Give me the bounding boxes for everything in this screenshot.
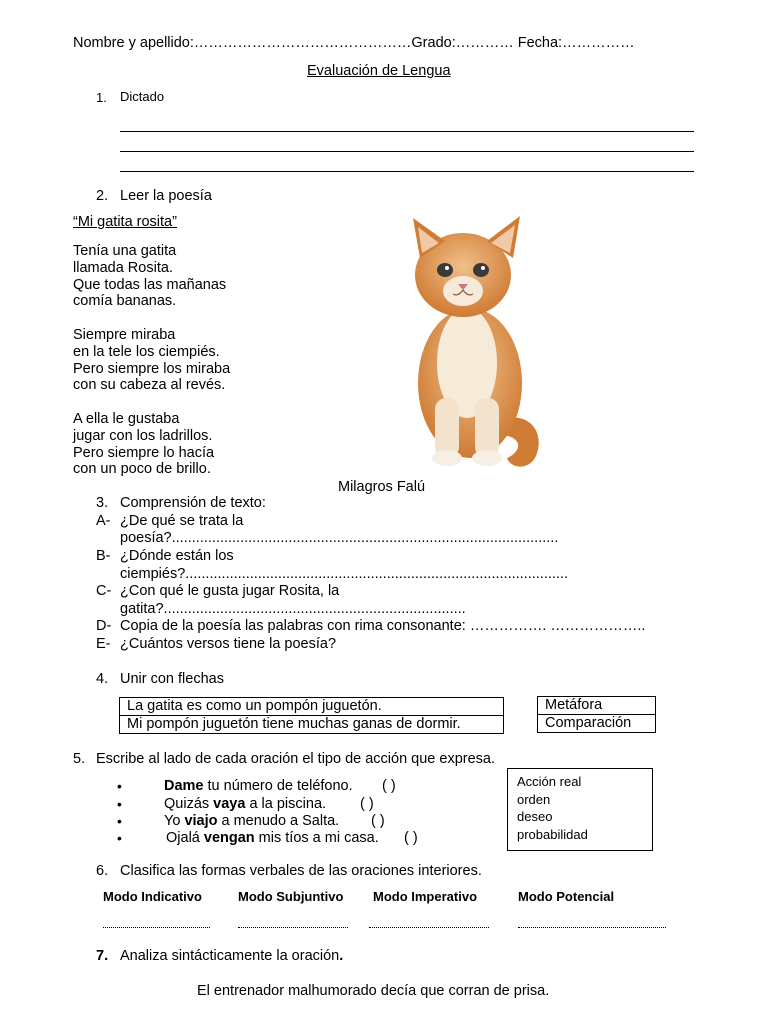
sentence-text: mis tíos a mi casa. [254,830,379,846]
question-letter: E- [96,636,111,652]
section5-label: Escribe al lado de cada oración el tipo de acción que expresa. [96,751,496,767]
answer-dotted-line [369,927,489,928]
column-header: Modo Potencial [518,889,615,904]
question-b: ¿Dónde están los [120,548,234,564]
question-letter: B- [96,548,111,564]
poem-verse: jugar con los ladrillos. [73,427,213,444]
poem-verse: con su cabeza al revés. [73,377,226,394]
poem-verse: comía bananas. [73,293,177,310]
dictation-line [120,151,694,152]
section2-number: 2. [96,188,109,204]
section2-label: Leer la poesía [120,188,212,204]
question-d: Copia de la poesía las palabras con rima consonante: ……………. ……………….. [120,618,646,634]
answer-line-c: gatita?........................................................................... [120,601,466,617]
section3-number: 3. [96,495,109,511]
column-header: Modo Imperativo [373,889,478,904]
dictation-line [120,171,694,172]
section7-number: 7. [96,948,109,964]
verb: vaya [213,796,246,812]
poem-verse: Siempre miraba [73,327,176,343]
question-e: ¿Cuántos versos tiene la poesía? [120,636,337,652]
options-box [507,768,653,851]
section4-number: 4. [96,671,109,687]
bullet: • [117,813,122,829]
poem-title: “Mi gatita rosita” [73,214,177,230]
poem-stanza-3 [73,411,214,478]
column-header: Modo Subjuntivo [238,889,344,904]
page-title: Evaluación de Lengua [307,63,451,79]
answer-blank: ( ) [404,830,418,846]
poem-verse: con un poco de brillo. [73,461,211,478]
sentence-1 [164,778,353,794]
question-letter: C- [96,583,112,599]
section3-label: Comprensión de texto: [120,495,266,511]
analysis-sentence: El entrenador malhumorado decía que corran de prisa. [197,983,550,999]
poem-verse: Pero siempre lo hacía [73,444,215,461]
sentence-text: Ojalá [166,830,204,846]
question-c: ¿Con qué le gusta jugar Rosita, la [120,583,340,599]
answer-blank: ( ) [371,813,385,829]
option-item: probabilidad [517,826,588,842]
question-letter: A- [96,513,111,529]
match-right-item: Comparación [537,714,656,733]
poem-verse: Tenía una gatita [73,243,177,259]
poem-verse: Que todas las mañanas [73,276,227,293]
kitten-image [395,213,550,473]
poem-stanza-2 [73,327,230,394]
section7-text: Analiza sintácticamente la oración [120,948,340,964]
option-item: Acción real [517,774,582,789]
answer-blank: ( ) [382,778,396,794]
answer-dotted-line [103,927,210,928]
option-item: orden [517,791,551,807]
section7-period: . [339,948,344,964]
answer-blank: ( ) [360,796,374,812]
option-item: deseo [517,809,553,824]
match-left-item: La gatita es como un pompón juguetón. [119,697,504,716]
match-left-item: Mi pompón juguetón tiene muchas ganas de dormir. [119,715,504,734]
poem-author: Milagros Falú [338,479,426,495]
sentence-4 [166,830,379,846]
poem-verse: en la tele los ciempiés. [73,343,220,360]
section6-number: 6. [96,863,109,879]
sentence-text: a menudo a Salta. [217,813,340,829]
answer-dotted-line [518,927,666,928]
verb: viajo [184,813,218,829]
poem-verse: A ella le gustaba [73,411,180,427]
poem-verse: llamada Rosita. [73,259,173,276]
bullet: • [117,830,122,846]
sentence-text: tu número de teléfono. [203,778,353,794]
section4-label: Unir con flechas [120,671,224,687]
question-letter: D- [96,618,112,634]
sentence-text: Quizás [164,796,214,812]
sentence-3 [164,813,339,829]
section5-number: 5. [73,751,86,767]
column-header: Modo Indicativo [103,889,202,904]
options-list [517,773,588,843]
poem-stanza-1 [73,243,226,310]
answer-line-a: poesía?................................................................................................ [120,530,559,546]
bullet: • [117,778,122,794]
verb: Dame [164,778,204,794]
answer-line-b: ciempiés?............................................................................................... [120,566,568,582]
sentence-2 [164,796,326,812]
section1-number: 1. [96,90,107,105]
section7-label [120,948,343,964]
header-name-line: Nombre y apellido:………………………………………Grado:………… Fecha:…………… [73,35,635,51]
poem-verse: Pero siempre los miraba [73,360,231,377]
section1-label: Dictado [120,89,165,104]
dictation-line [120,131,694,132]
sentence-text: a la piscina. [245,796,327,812]
match-right-item: Metáfora [537,696,656,715]
section6-label: Clasifica las formas verbales de las oraciones interiores. [120,863,482,879]
sentence-text: Yo [164,813,185,829]
verb: vengan [203,830,255,846]
question-a: ¿De qué se trata la [120,513,244,529]
bullet: • [117,796,122,812]
answer-dotted-line [238,927,348,928]
